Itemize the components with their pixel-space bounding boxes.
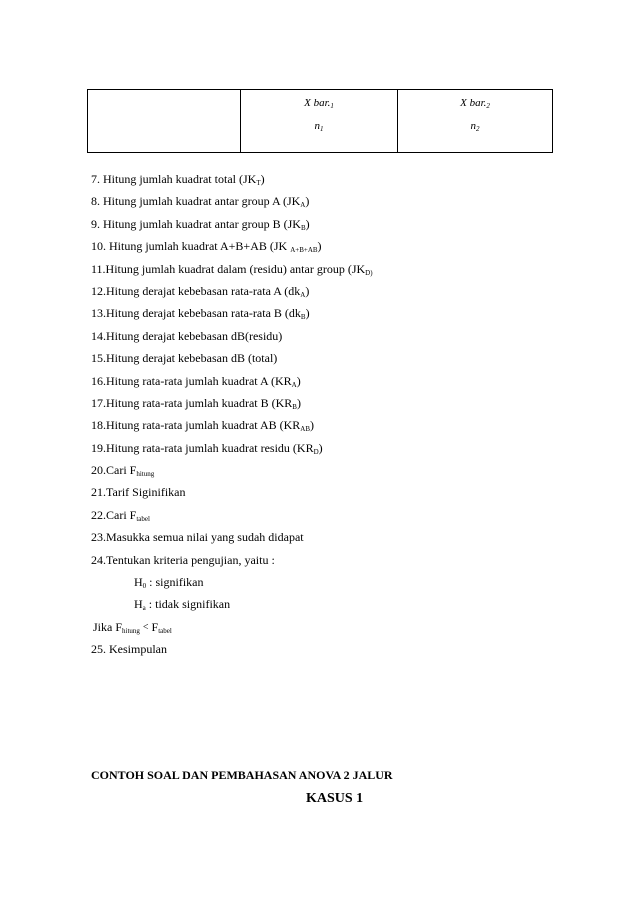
criteria-condition: Jika Fhitung < Ftabel xyxy=(93,619,172,635)
list-item: 23.Masukka semua nilai yang sudah didapat xyxy=(91,530,304,545)
list-item: 17.Hitung rata-rata jumlah kuadrat B (KRB) xyxy=(91,395,301,411)
xbar-1-label: X $bar._1$ xyxy=(304,97,334,110)
less-than-symbol: < xyxy=(142,621,149,633)
n-1-label: $n_1$ xyxy=(314,120,324,133)
list-item: 8. Hitung jumlah kuadrat antar group A (JKA) xyxy=(91,194,310,210)
hypothesis-h0: H0 : signifikan xyxy=(134,575,204,591)
list-item: 18.Hitung rata-rata jumlah kuadrat AB (KRAB) xyxy=(91,418,315,434)
list-item: 14.Hitung derajat kebebasan dB(residu) xyxy=(91,328,283,343)
list-item: 9. Hitung jumlah kuadrat antar group B (JKB) xyxy=(91,216,310,232)
section-heading: CONTOH SOAL DAN PEMBAHASAN ANOVA 2 JALUR xyxy=(91,768,393,782)
case-title: KASUS 1 xyxy=(306,791,364,806)
list-item: 25. Kesimpulan xyxy=(91,642,167,657)
list-item: 19.Hitung rata-rata jumlah kuadrat residu (KRD) xyxy=(91,440,323,456)
table-cell-group-1 xyxy=(241,90,398,153)
list-item: 7. Hitung jumlah kuadrat total (JKT) xyxy=(91,172,265,187)
list-item: 16.Hitung rata-rata jumlah kuadrat A (KRA) xyxy=(91,373,301,389)
list-item: 11.Hitung jumlah kuadrat dalam (residu) antar group (JKD) xyxy=(91,261,373,277)
step-list xyxy=(91,168,373,661)
xbar-2-label: X $bar._2$ xyxy=(460,97,490,110)
hypothesis-ha: Ha : tidak signifikan xyxy=(134,597,231,613)
list-item: 10. Hitung jumlah kuadrat A+B+AB (JK A+B+AB) xyxy=(91,239,322,255)
n-2-label: $n_2$ xyxy=(470,120,480,133)
mean-table xyxy=(87,89,553,153)
list-item: 13.Hitung derajat kebebasan rata-rata B (dkB) xyxy=(91,306,310,322)
table-cell-empty xyxy=(88,90,241,153)
list-item: 12.Hitung derajat kebebasan rata-rata A (dkA) xyxy=(91,283,310,299)
list-item: 22.Cari Ftabel xyxy=(91,507,150,523)
list-item: 15.Hitung derajat kebebasan dB (total) xyxy=(91,351,278,366)
list-item: 21.Tarif Siginifikan xyxy=(91,485,186,500)
list-item: 24.Tentukan kriteria pengujian, yaitu : xyxy=(91,552,275,567)
list-item: 20.Cari Fhitung xyxy=(91,463,155,479)
table-cell-group-2 xyxy=(398,90,553,153)
table-row xyxy=(88,90,553,153)
